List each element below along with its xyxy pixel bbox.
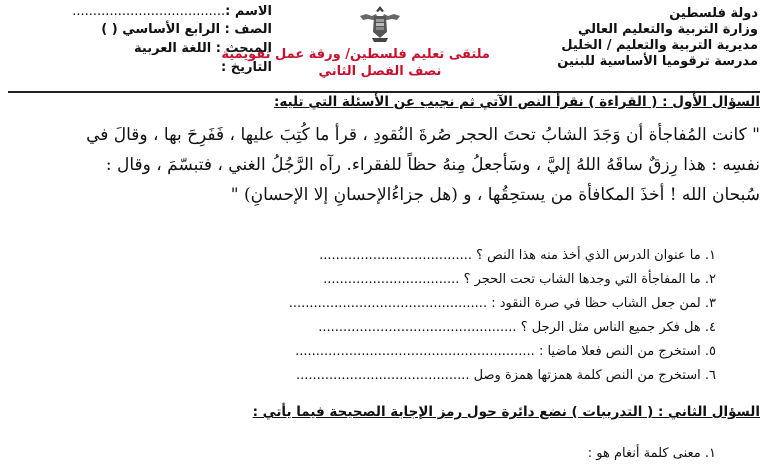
passage-line: " كانت المُفاجأة أن وَجَدَ الشابُ تحتَ الحجر صُرةَ النُقودِ ، قرأ ما كُتِبَ عليها ، فَفَرِحَ بها ، وقالَ في [86, 125, 760, 145]
worksheet-title: ملتقى تعليم فلسطين/ ورقة عمل تقويمية [221, 47, 490, 62]
answer-field[interactable]: ................................................ [318, 320, 517, 335]
student-name-label: الاسم : [225, 4, 272, 19]
question-text: استخرج من النص كلمة همزتها همزة وصل [473, 368, 701, 383]
header-country: دولة فلسطين [669, 6, 758, 21]
header-school: مدرسة ترقوميا الأساسية للبنين [557, 54, 758, 69]
section2-title: السؤال الثاني : ( التدريبات ) نضع دائرة حول رمز الإجابة الصحيحة فيما يأتي : [252, 404, 760, 420]
list-item: ١. معنى كلمة أنغام هو : [587, 446, 716, 461]
list-item: ١. ما عنوان الدرس الذي أخذ منه هذا النص ؟ ..................................... [319, 248, 716, 263]
date-label: التاريخ : [221, 60, 272, 75]
list-item: ٤. هل فكر جميع الناس مثل الرجل ؟ ................................................ [318, 320, 716, 335]
list-item: ٥. استخرج من النص فعلا ماضيا : .......................................................... [295, 344, 716, 359]
question-text: ما المفاجأة التي وجدها الشاب تحت الحجر ؟ [463, 272, 701, 287]
question-text: هل فكر جميع الناس مثل الرجل ؟ [520, 320, 701, 335]
list-item: ٣. لمن جعل الشاب حظا في صرة النقود : ................................................ [288, 296, 716, 311]
student-name-field[interactable]: ..................................... [72, 4, 226, 19]
list-item: ٦. استخرج من النص كلمة همزتها همزة وصل .......................................... [295, 368, 716, 383]
grade-label: الصف : الرابع الأساسي ( ) [101, 22, 272, 37]
answer-field[interactable]: ................................. [323, 272, 460, 287]
answer-field[interactable]: .......................................................... [295, 344, 535, 359]
reading-passage [10, 120, 760, 210]
header-left [72, 4, 272, 76]
header-directorate: مديرية التربية والتعليم / الخليل [561, 38, 758, 53]
header-ministry: وزارة التربية والتعليم العالي [577, 22, 758, 37]
list-item: ٢. ما المفاجأة التي وجدها الشاب تحت الحجر ؟ ................................. [323, 272, 716, 287]
question-text: ما عنوان الدرس الذي أخذ منه هذا النص ؟ [476, 248, 701, 263]
question-text: استخرج من النص فعلا ماضيا : [538, 344, 701, 359]
answer-field[interactable]: ..................................... [319, 248, 472, 263]
term-label: نصف الفصل الثاني [318, 64, 442, 79]
eagle-emblem-icon [356, 2, 404, 44]
answer-field[interactable]: .......................................... [295, 368, 470, 383]
subject-label: المبحث : اللغة العربية [134, 41, 272, 56]
section2-question-list [588, 442, 716, 466]
passage-line: سُبحان الله ! أخذَ المكافأة من يستحِقُها ، و (هل جزاءُالإحسانِ إلا الإحسانِ) " [230, 185, 760, 205]
answer-field[interactable]: ................................................ [288, 296, 488, 311]
question-list [196, 244, 716, 388]
question-text: معنى كلمة أنغام هو : [587, 446, 701, 461]
header-right [557, 6, 758, 70]
section1-title: السؤال الأول : ( القراءة ) نقرأ النص الآتي ثم نجيب عن الأسئلة التي تليه: [273, 94, 760, 110]
header-divider [8, 91, 760, 93]
question-text: لمن جعل الشاب حظا في صرة النقود : [491, 296, 701, 311]
passage-line: نفسِه : هذا رِزقٌ ساقَهُ اللهُ إليَّ ، وسَأجعلُ مِنهُ حظاً للفقراء. رآه الرَّجُلُ الغني ، فتبسّمَ ، وقال : [105, 155, 760, 175]
